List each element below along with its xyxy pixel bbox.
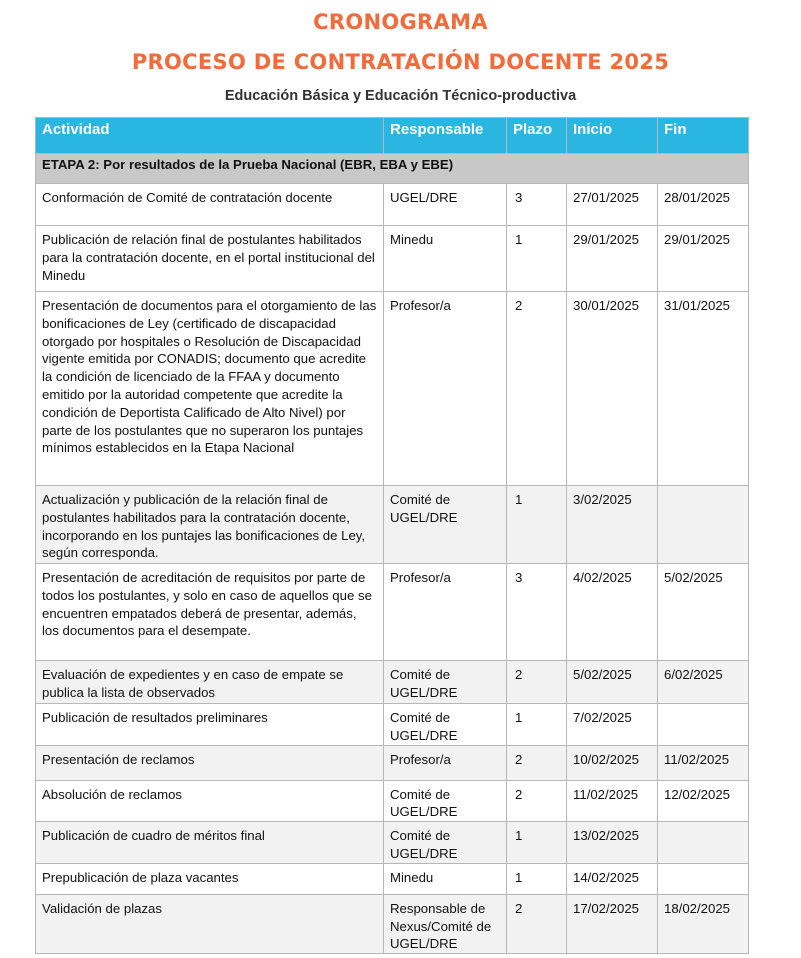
table-row [36, 226, 749, 292]
cell-fin: 5/02/2025 [658, 564, 749, 661]
cell-plazo: 3 [507, 184, 567, 226]
cell-fin: 6/02/2025 [658, 661, 749, 704]
cell-inicio: 5/02/2025 [567, 661, 658, 704]
cell-fin: 28/01/2025 [658, 184, 749, 226]
cell-actividad: Conformación de Comité de contratación docente [36, 184, 384, 226]
table-row [36, 704, 749, 746]
table-header-row [36, 118, 749, 154]
column-header-actividad: Actividad [36, 118, 384, 154]
cell-responsable: Comité de UGEL/DRE [384, 704, 507, 746]
cell-fin [658, 486, 749, 564]
cell-inicio: 7/02/2025 [567, 704, 658, 746]
cell-plazo: 2 [507, 292, 567, 486]
cell-inicio: 14/02/2025 [567, 863, 658, 894]
cell-fin: 11/02/2025 [658, 745, 749, 780]
cell-responsable: Comité de UGEL/DRE [384, 661, 507, 704]
cell-plazo: 2 [507, 745, 567, 780]
cell-responsable: Profesor/a [384, 564, 507, 661]
cell-actividad: Absolución de reclamos [36, 780, 384, 822]
cell-fin [658, 863, 749, 894]
cell-responsable: Comité de UGEL/DRE [384, 822, 507, 864]
table-row [36, 486, 749, 564]
cell-responsable: Comité de UGEL/DRE [384, 486, 507, 564]
cell-plazo: 1 [507, 822, 567, 864]
cell-plazo: 1 [507, 863, 567, 894]
cell-responsable: Minedu [384, 863, 507, 894]
cell-fin: 29/01/2025 [658, 226, 749, 292]
stage-label: ETAPA 2: Por resultados de la Prueba Nacional (EBR, EBA y EBE) [36, 154, 749, 184]
cell-inicio: 13/02/2025 [567, 822, 658, 864]
cell-actividad: Publicación de cuadro de méritos final [36, 822, 384, 864]
cell-actividad: Actualización y publicación de la relación final de postulantes habilitados para la contratación docente, incorporando en los puntajes las bonificaciones de Ley, según corresponda. [36, 486, 384, 564]
cell-plazo: 1 [507, 486, 567, 564]
cell-responsable: Profesor/a [384, 292, 507, 486]
table-row [36, 292, 749, 486]
column-header-responsable: Responsable [384, 118, 507, 154]
cell-fin: 18/02/2025 [658, 894, 749, 953]
table-row [36, 894, 749, 953]
table-row [36, 184, 749, 226]
cell-inicio: 3/02/2025 [567, 486, 658, 564]
cell-fin [658, 822, 749, 864]
cell-actividad: Presentación de acreditación de requisitos por parte de todos los postulantes, y solo en caso de aquellos que se encuentren empatados deberá de presentar, además, los documentos para el desempate. [36, 564, 384, 661]
cell-inicio: 27/01/2025 [567, 184, 658, 226]
cell-fin [658, 704, 749, 746]
cell-plazo: 1 [507, 226, 567, 292]
cell-plazo: 2 [507, 894, 567, 953]
cell-inicio: 10/02/2025 [567, 745, 658, 780]
cell-inicio: 17/02/2025 [567, 894, 658, 953]
cell-actividad: Evaluación de expedientes y en caso de empate se publica la lista de observados [36, 661, 384, 704]
table-row [36, 564, 749, 661]
cell-actividad: Prepublicación de plaza vacantes [36, 863, 384, 894]
cell-actividad: Presentación de reclamos [36, 745, 384, 780]
cell-inicio: 11/02/2025 [567, 780, 658, 822]
column-header-plazo: Plazo [507, 118, 567, 154]
document-subheading: Educación Básica y Educación Técnico-productiva [224, 88, 577, 104]
stage-row [36, 154, 749, 184]
cell-plazo: 1 [507, 704, 567, 746]
column-header-fin: Fin [658, 118, 749, 154]
cell-plazo: 3 [507, 564, 567, 661]
schedule-table [35, 117, 749, 954]
table-row [36, 745, 749, 780]
cell-plazo: 2 [507, 661, 567, 704]
cell-responsable: Responsable de Nexus/Comité de UGEL/DRE [384, 894, 507, 953]
cell-actividad: Publicación de resultados preliminares [36, 704, 384, 746]
table-row [36, 661, 749, 704]
document-title: CRONOGRAMA [313, 10, 488, 34]
cell-actividad: Validación de plazas [36, 894, 384, 953]
cell-plazo: 2 [507, 780, 567, 822]
cell-responsable: Minedu [384, 226, 507, 292]
cell-responsable: Comité de UGEL/DRE [384, 780, 507, 822]
table-row [36, 863, 749, 894]
document-subtitle-title: PROCESO DE CONTRATACIÓN DOCENTE 2025 [131, 50, 670, 74]
cell-actividad: Presentación de documentos para el otorgamiento de las bonificaciones de Ley (certificado de discapacidad otorgado por hospitales o Resolución de Discapacidad vigente emitida por CONADIS; documento que acredite la condición de licenciado de la FFAA y documento emitido por la autoridad competente que acredite la condición de Deportista Calificado de Alto Nivel) por parte de los postulantes que no superaron los puntajes mínimos establecidos en la Etapa Nacional [36, 292, 384, 486]
table-row [36, 822, 749, 864]
cell-responsable: UGEL/DRE [384, 184, 507, 226]
cell-fin: 31/01/2025 [658, 292, 749, 486]
table-row [36, 780, 749, 822]
column-header-inicio: Inicio [567, 118, 658, 154]
cell-responsable: Profesor/a [384, 745, 507, 780]
cell-inicio: 4/02/2025 [567, 564, 658, 661]
cell-actividad: Publicación de relación final de postulantes habilitados para la contratación docente, en el portal institucional del Minedu [36, 226, 384, 292]
cell-inicio: 30/01/2025 [567, 292, 658, 486]
cell-fin: 12/02/2025 [658, 780, 749, 822]
cell-inicio: 29/01/2025 [567, 226, 658, 292]
